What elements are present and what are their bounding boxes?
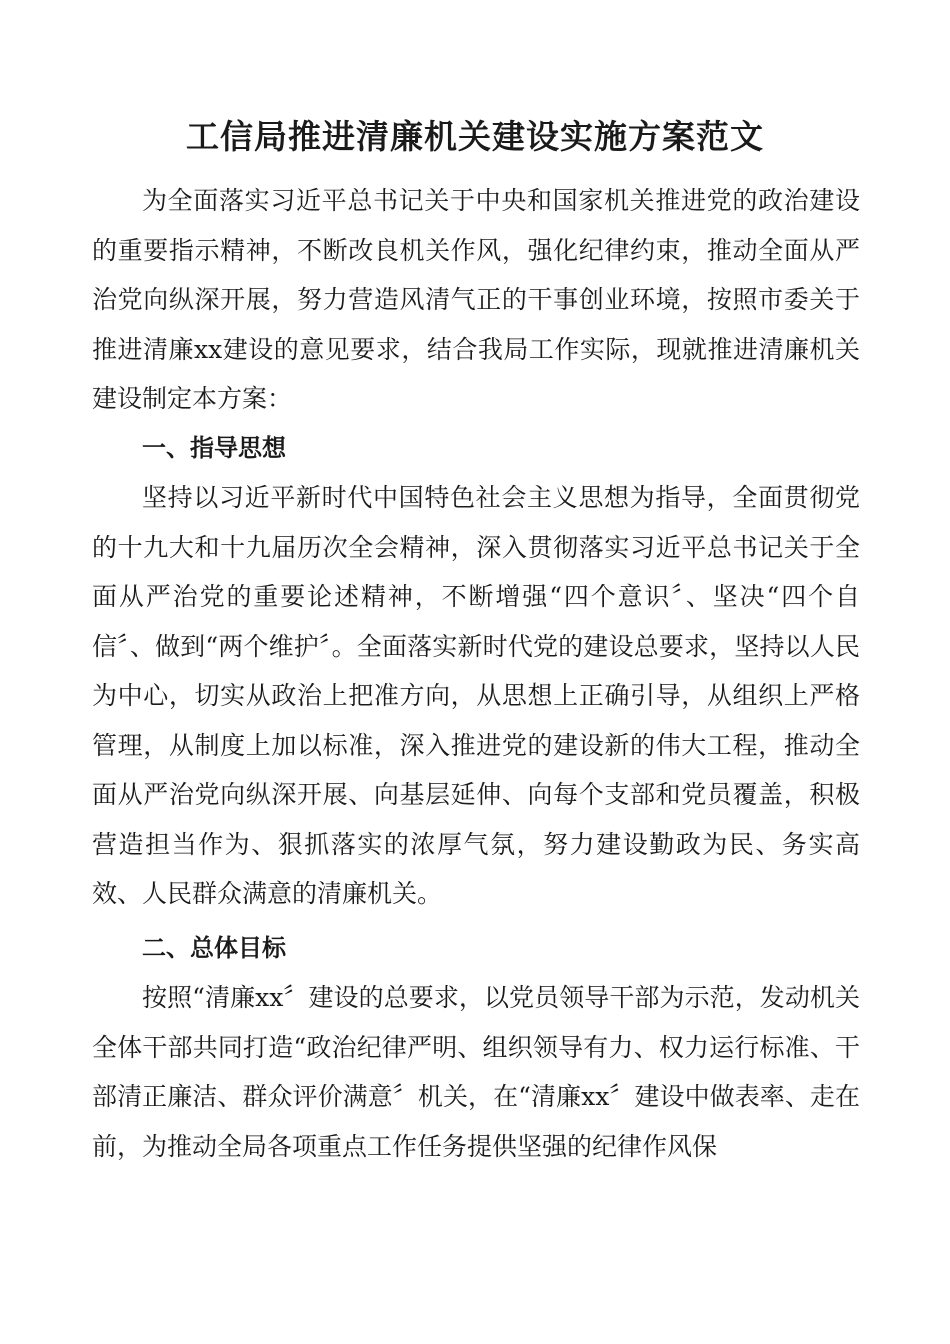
intro-paragraph: 为全面落实习近平总书记关于中央和国家机关推进党的政治建设的重要指示精神，不断改良机关作风，强化纪律约束，推动全面从严治党向纵深开展，努力营造风清气正的干事创业环境，按照市委关于推进清廉xx建设的意见要求，结合我局工作实际，现就推进清廉机关建设制定本方案：: [92, 186, 860, 413]
page-title: 工信局推进清廉机关建设实施方案范文: [186, 117, 764, 156]
section-heading-guiding-ideology: 一、指导思想: [142, 433, 286, 462]
document-body: [92, 176, 860, 1171]
section-paragraph-guiding-ideology: 坚持以习近平新时代中国特色社会主义思想为指导，全面贯彻党的十九大和十九届历次全会精神，深入贯彻落实习近平总书记关于全面从严治党的重要论述精神，不断增强“四个意识〞、坚决“四个自信〞、做到“两个维护〞。全面落实新时代党的建设总要求，坚持以人民为中心，切实从政治上把准方向，从思想上正确引导，从组织上严格管理，从制度上加以标准，深入推进党的建设新的伟大工程，推动全面从严治党向纵深开展、向基层延伸、向每个支部和党员覆盖，积极营造担当作为、狠抓落实的浓厚气氛，努力建设勤政为民、务实高效、人民群众满意的清廉机关。: [92, 483, 860, 908]
section-heading-overall-goal: 二、总体目标: [142, 933, 286, 962]
section-paragraph-overall-goal: 按照“清廉xx〞建设的总要求，以党员领导干部为示范，发动机关全体干部共同打造“政治纪律严明、组织领导有力、权力运行标准、干部清正廉洁、群众评价满意〞机关，在“清廉xx〞建设中做表率、走在前，为推动全局各项重点工作任务提供坚强的纪律作风保: [92, 983, 860, 1161]
